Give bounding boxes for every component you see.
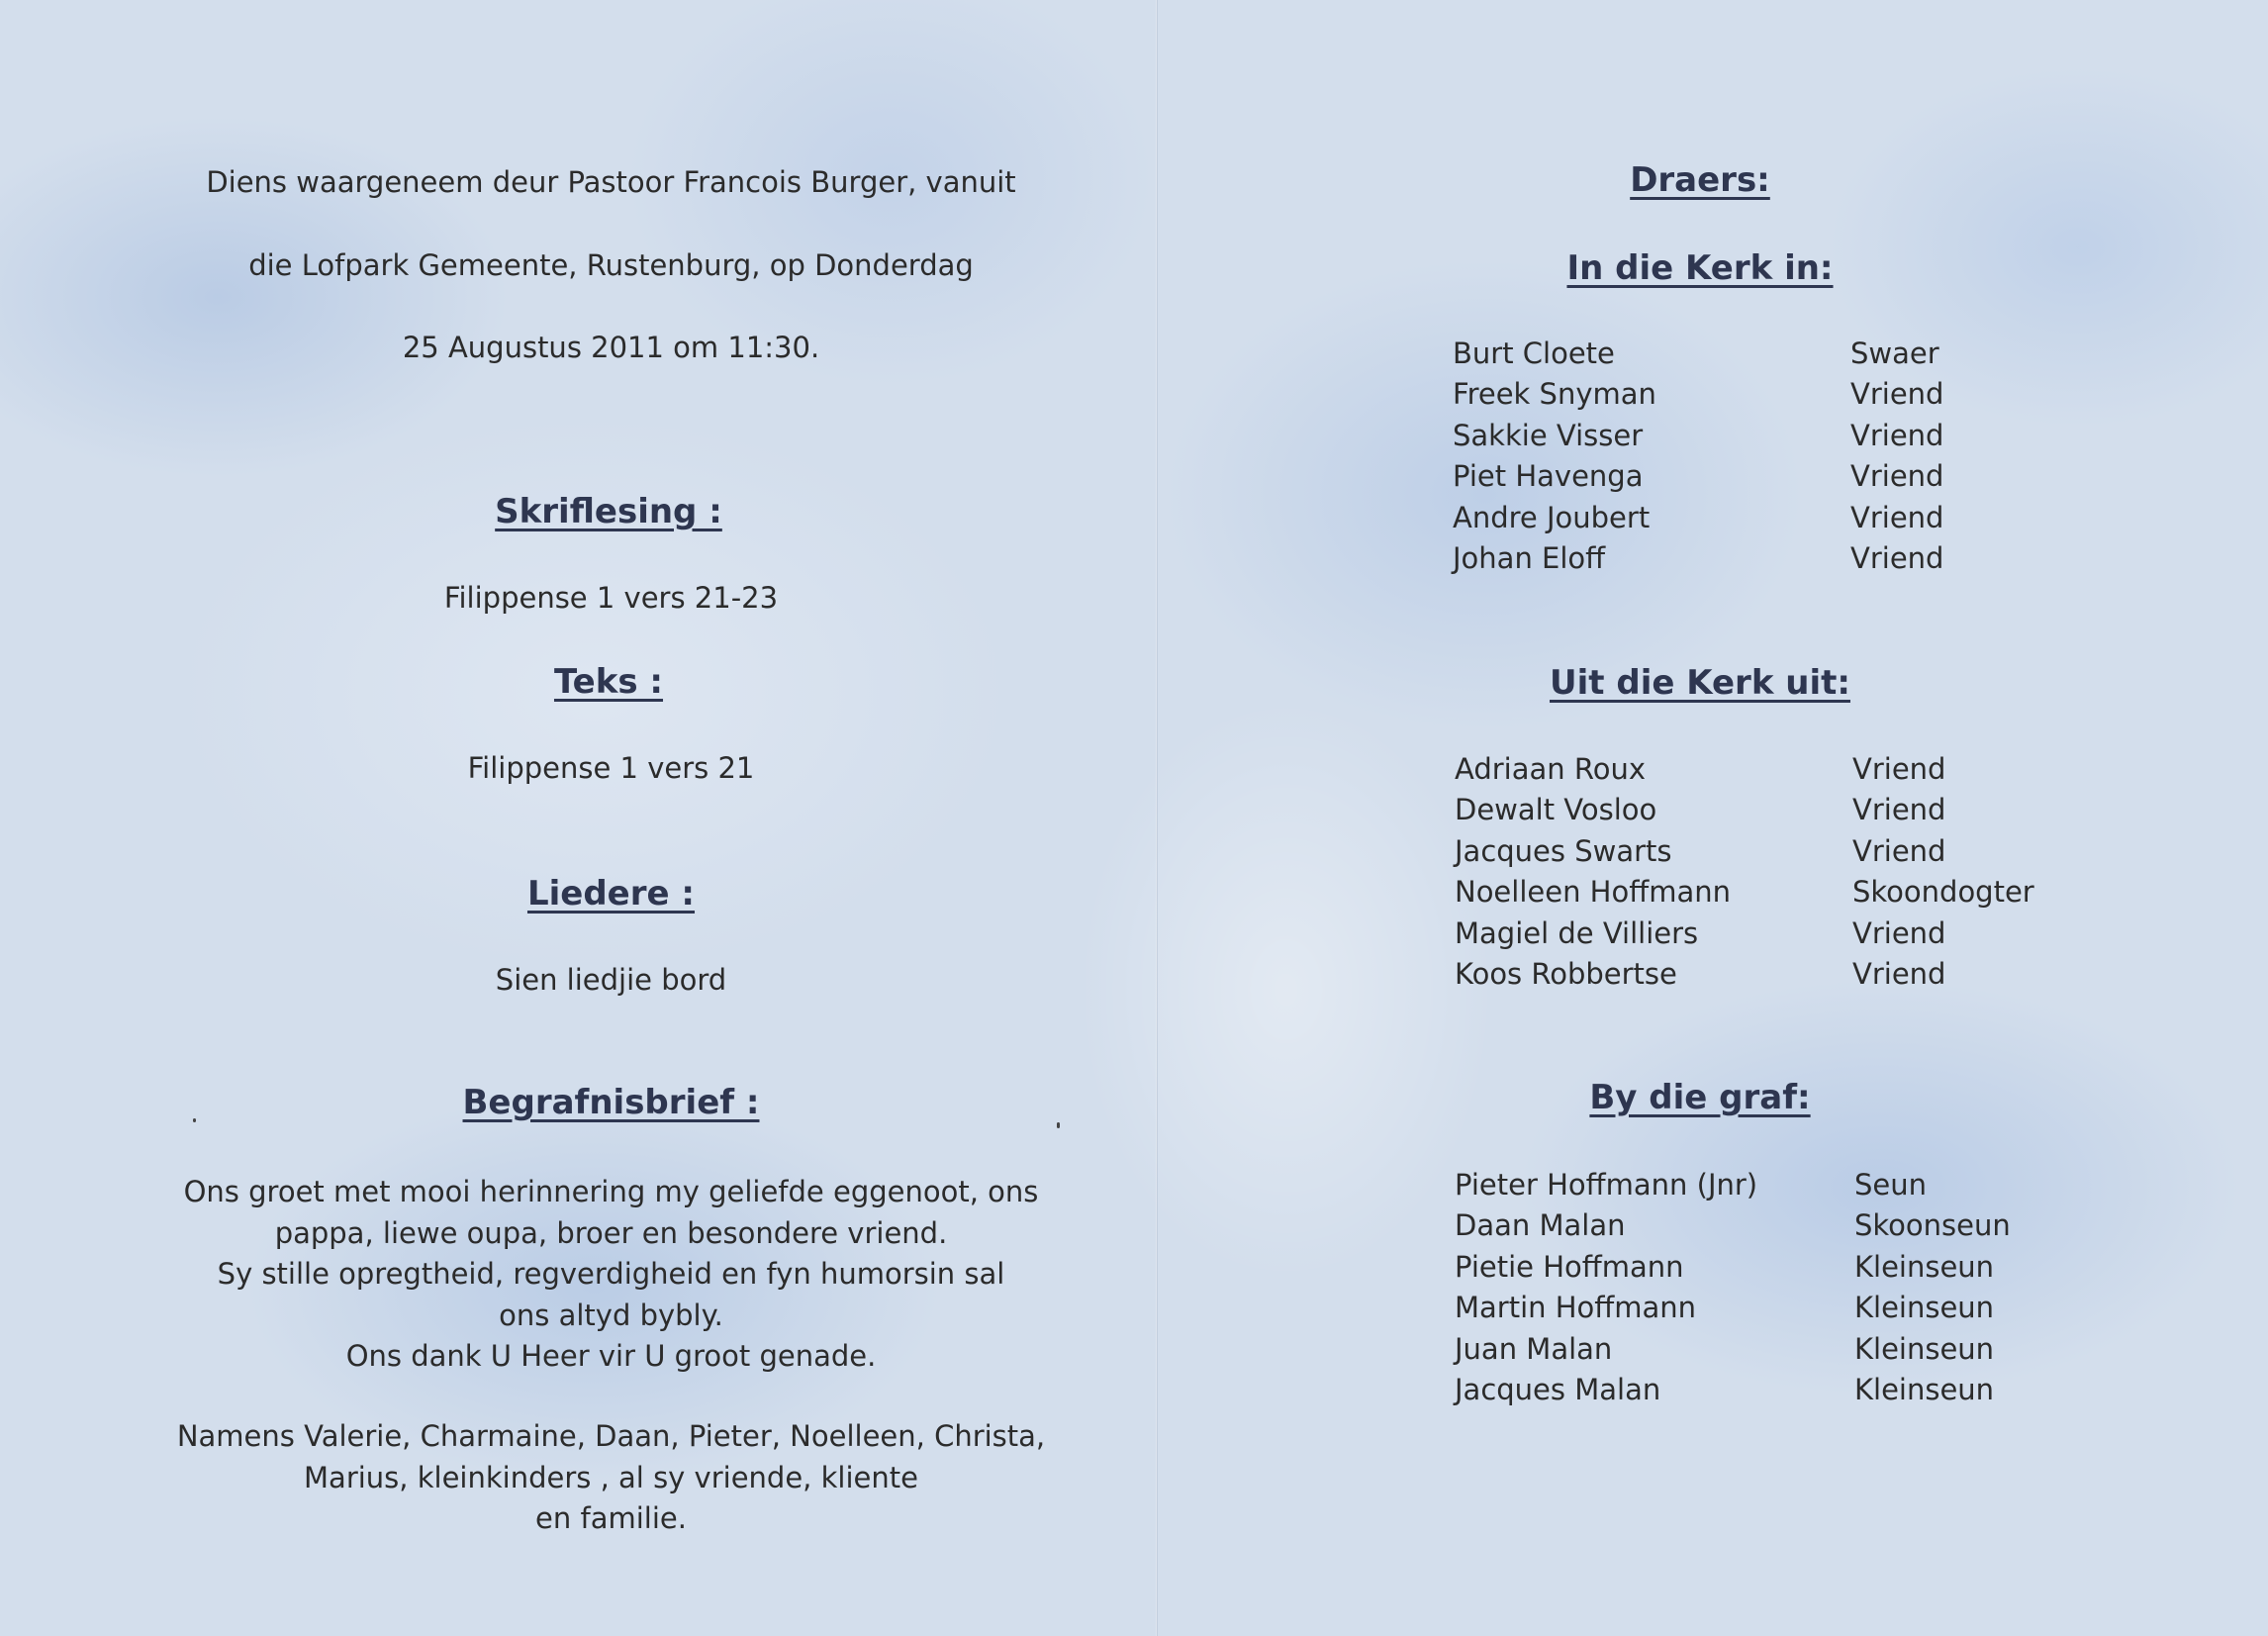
roster-row — [1453, 334, 2165, 374]
paper-speck — [193, 1118, 196, 1122]
roster-uit-die-kerk-uit — [1455, 749, 2167, 995]
bearer-name: Koos Robbertse — [1455, 956, 1677, 991]
message-line: Sy stille opregtheid, regverdigheid en fyn humorsin sal — [217, 1257, 1005, 1291]
roster-row — [1455, 831, 2167, 872]
bearer-relation: Swaer — [1850, 337, 1939, 370]
bearer-relation: Vriend — [1852, 793, 1946, 827]
begrafnisbrief-message — [129, 1172, 1093, 1378]
bearer-relation: Skoondogter — [1852, 875, 2034, 910]
group-heading-in-die-kerk-in: In die Kerk in: — [1566, 248, 1834, 288]
draers-title: Draers: — [1630, 160, 1770, 200]
bearer-name: Jacques Malan — [1455, 1372, 1661, 1406]
bearer-name: Burt Cloete — [1453, 337, 1615, 370]
paper-speck — [1057, 1122, 1060, 1128]
bearer-name: Sakkie Visser — [1453, 418, 1644, 452]
bearer-relation: Kleinseun — [1854, 1372, 1995, 1406]
roster-row — [1453, 538, 2165, 579]
bearer-name: Daan Malan — [1455, 1208, 1626, 1243]
roster-row — [1455, 1247, 2167, 1288]
bearer-relation: Kleinseun — [1854, 1291, 1995, 1325]
bearer-name: Martin Hoffmann — [1455, 1291, 1697, 1325]
bearer-name: Jacques Swarts — [1455, 833, 1672, 868]
roster-row — [1453, 456, 2165, 497]
roster-row — [1453, 498, 2165, 538]
bearer-relation: Vriend — [1850, 500, 1944, 534]
teks-heading: Teks : — [553, 662, 664, 702]
group-heading-by-die-graf: By die graf: — [1589, 1078, 1811, 1117]
bearer-relation: Kleinseun — [1854, 1249, 1995, 1284]
roster-row — [1455, 749, 2167, 790]
begrafnisbrief-closing — [119, 1416, 1103, 1540]
closing-line: Marius, kleinkinders , al sy vriende, kliente — [304, 1460, 918, 1494]
page-fold — [1156, 0, 1158, 1636]
bearer-relation: Kleinseun — [1854, 1331, 1995, 1366]
bearer-relation: Vriend — [1850, 540, 1944, 575]
roster-row — [1455, 1205, 2167, 1246]
message-line: Ons groet met mooi herinnering my geliefde eggenoot, ons — [183, 1175, 1039, 1208]
bearer-name: Johan Eloff — [1453, 540, 1606, 575]
bearer-name: Dewalt Vosloo — [1455, 793, 1657, 827]
bearer-relation: Vriend — [1850, 418, 1944, 452]
bearer-relation: Vriend — [1852, 752, 1946, 786]
bearer-name: Freek Snyman — [1453, 377, 1656, 412]
intro-line-1: Diens waargeneem deur Pastoor Francois Burger, vanuit — [206, 165, 1016, 199]
roster-by-die-graf — [1455, 1165, 2167, 1410]
group-heading-uit-die-kerk-uit: Uit die Kerk uit: — [1550, 663, 1850, 703]
liedere-heading: Liedere : — [526, 874, 696, 914]
bearer-name: Noelleen Hoffmann — [1455, 875, 1731, 910]
bearer-name: Andre Joubert — [1453, 500, 1651, 534]
roster-row — [1453, 416, 2165, 456]
begrafnisbrief-heading: Begrafnisbrief : — [462, 1083, 760, 1122]
closing-line: en familie. — [535, 1501, 687, 1535]
liedere-text: Sien liedjie bord — [495, 963, 727, 997]
message-line: pappa, liewe oupa, broer en besondere vriend. — [274, 1215, 948, 1250]
closing-line: Namens Valerie, Charmaine, Daan, Pieter, Noelleen, Christa, — [176, 1419, 1046, 1453]
intro-line-2: die Lofpark Gemeente, Rustenburg, op Donderdag — [248, 248, 974, 282]
roster-row — [1455, 914, 2167, 954]
message-line: ons altyd bybly. — [499, 1298, 723, 1332]
roster-row — [1455, 1370, 2167, 1410]
roster-row — [1455, 954, 2167, 995]
bearer-relation: Seun — [1854, 1168, 1928, 1202]
teks-text: Filippense 1 vers 21 — [467, 751, 755, 785]
message-line: Ons dank U Heer vir U groot genade. — [345, 1339, 877, 1373]
bearer-relation: Vriend — [1852, 915, 1946, 950]
bearer-name: Pieter Hoffmann (Jnr) — [1455, 1168, 1758, 1202]
intro-line-3: 25 Augustus 2011 om 11:30. — [402, 331, 820, 364]
skriflesing-heading: Skriflesing : — [495, 492, 722, 531]
bearer-name: Pietie Hoffmann — [1455, 1249, 1684, 1284]
bearer-relation: Vriend — [1852, 956, 1946, 991]
bearer-relation: Vriend — [1850, 459, 1944, 494]
roster-row — [1455, 1165, 2167, 1205]
roster-row — [1455, 1288, 2167, 1328]
skriflesing-text: Filippense 1 vers 21-23 — [443, 581, 779, 615]
roster-row — [1455, 872, 2167, 913]
bearer-name: Juan Malan — [1455, 1331, 1613, 1366]
bearer-relation: Vriend — [1850, 377, 1944, 412]
bearer-relation: Vriend — [1852, 833, 1946, 868]
roster-in-die-kerk-in — [1453, 334, 2165, 579]
roster-row — [1453, 374, 2165, 415]
bearer-name: Magiel de Villiers — [1455, 915, 1699, 950]
bearer-name: Piet Havenga — [1453, 459, 1644, 494]
bearer-relation: Skoonseun — [1854, 1208, 2011, 1243]
roster-row — [1455, 1329, 2167, 1370]
bearer-name: Adriaan Roux — [1455, 752, 1646, 786]
roster-row — [1455, 790, 2167, 830]
